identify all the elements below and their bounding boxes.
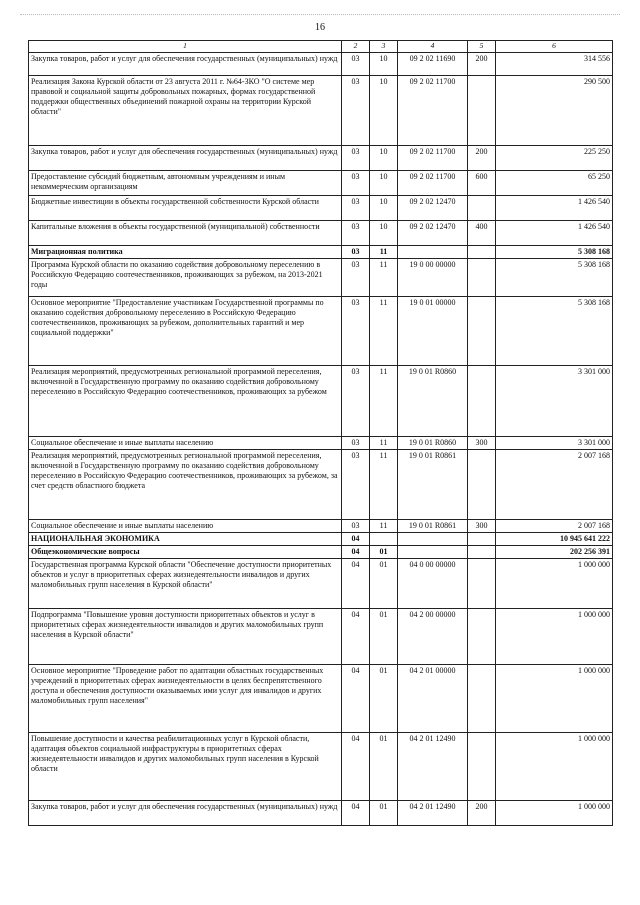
row-name: Общеэкономические вопросы [29,546,342,559]
row-amount: 5 308 168 [496,259,613,297]
table-row [29,520,613,533]
row-name: Реализация мероприятий, предусмотренных региональной программой переселения, включенной в Государственную программу по оказанию содействия добровольному переселению в Российскую Федерацию соотечественников, проживающих за рубежом, за счет средств областного бюджета [29,450,342,520]
row-subsection-code: 11 [370,259,398,297]
row-amount: 1 000 000 [496,801,613,826]
row-target-article: 19 0 00 00000 [398,259,468,297]
row-section-code: 04 [342,609,370,665]
row-expense-type [468,259,496,297]
row-section-code: 03 [342,196,370,221]
row-target-article: 19 0 01 R0860 [398,437,468,450]
row-expense-type [468,533,496,546]
row-amount: 5 308 168 [496,297,613,366]
table-row [29,437,613,450]
row-amount: 65 250 [496,171,613,196]
row-expense-type [468,559,496,609]
row-amount: 1 000 000 [496,559,613,609]
row-target-article: 19 0 01 R0861 [398,450,468,520]
row-subsection-code: 01 [370,733,398,801]
page-number: 16 [315,22,325,33]
table-row [29,559,613,609]
row-amount: 1 426 540 [496,221,613,246]
row-expense-type [468,366,496,437]
row-subsection-code: 01 [370,559,398,609]
row-target-article [398,533,468,546]
row-section-code: 03 [342,259,370,297]
row-subsection-code: 11 [370,297,398,366]
row-name: Капитальные вложения в объекты государственной (муниципальной) собственности [29,221,342,246]
row-target-article: 09 2 02 12470 [398,221,468,246]
table-row [29,171,613,196]
row-target-article: 04 2 01 12490 [398,733,468,801]
row-amount: 1 426 540 [496,196,613,221]
row-subsection-code: 01 [370,665,398,733]
row-amount: 2 007 168 [496,450,613,520]
table-row [29,801,613,826]
table-row [29,259,613,297]
row-expense-type [468,196,496,221]
row-section-code: 04 [342,533,370,546]
row-section-code: 04 [342,559,370,609]
row-target-article: 04 2 00 00000 [398,609,468,665]
row-subsection-code: 10 [370,53,398,76]
row-amount: 1 000 000 [496,733,613,801]
row-name: Государственная программа Курской области "Обеспечение доступности приоритетных объектов и услуг в приоритетных сферах жизнедеятельности инвалидов и других маломобильных групп населения в Курской области" [29,559,342,609]
row-expense-type [468,450,496,520]
header-cell: 5 [468,41,496,53]
row-section-code: 03 [342,437,370,450]
row-amount: 5 308 168 [496,246,613,259]
table-row [29,53,613,76]
row-target-article: 09 2 02 11700 [398,146,468,171]
row-name: Миграционная политика [29,246,342,259]
row-expense-type: 300 [468,437,496,450]
row-subsection-code: 01 [370,801,398,826]
row-subsection-code: 11 [370,450,398,520]
row-section-code: 03 [342,76,370,146]
table-row [29,297,613,366]
row-expense-type: 600 [468,171,496,196]
row-section-code: 03 [342,520,370,533]
header-cell: 3 [370,41,398,53]
row-subsection-code: 11 [370,520,398,533]
row-subsection-code: 10 [370,171,398,196]
row-amount: 202 256 391 [496,546,613,559]
row-target-article: 09 2 02 12470 [398,196,468,221]
row-name: Реализация Закона Курской области от 23 августа 2011 г. №64-ЗКО "О системе мер правовой и социальной защиты добровольных пожарных, формах государственной поддержки общественных объединений пожарной охраны на территории Курской области" [29,76,342,146]
row-name: Основное мероприятие "Проведение работ по адаптации областных государственных учреждений в приоритетных сферах жизнедеятельности в целях беспрепятственного доступа и обеспечения доступности оказываемых ими услуг для инвалидов и других маломобильных групп населения" [29,665,342,733]
row-section-code: 03 [342,366,370,437]
row-expense-type [468,733,496,801]
row-section-code: 04 [342,665,370,733]
table-row [29,609,613,665]
row-subsection-code [370,533,398,546]
row-amount: 314 556 [496,53,613,76]
row-section-code: 04 [342,733,370,801]
row-section-code: 04 [342,801,370,826]
table-row [29,665,613,733]
row-expense-type [468,76,496,146]
row-target-article: 04 0 00 00000 [398,559,468,609]
row-amount: 225 250 [496,146,613,171]
row-expense-type [468,246,496,259]
row-name: НАЦИОНАЛЬНАЯ ЭКОНОМИКА [29,533,342,546]
row-name: Основное мероприятие "Предоставление участникам Государственной программы по оказанию содействия добровольному переселению в Российскую Федерацию соотечественников, проживающих за рубежом, дополнительных гарантий и мер социальной поддержки" [29,297,342,366]
row-section-code: 03 [342,171,370,196]
row-subsection-code: 01 [370,546,398,559]
row-amount: 3 301 000 [496,437,613,450]
row-target-article: 19 0 01 R0861 [398,520,468,533]
row-target-article: 09 2 02 11700 [398,76,468,146]
row-section-code: 03 [342,53,370,76]
row-name: Закупка товаров, работ и услуг для обеспечения государственных (муниципальных) нужд [29,146,342,171]
row-expense-type [468,297,496,366]
row-name: Закупка товаров, работ и услуг для обеспечения государственных (муниципальных) нужд [29,53,342,76]
row-subsection-code: 10 [370,196,398,221]
row-subsection-code: 10 [370,76,398,146]
row-name: Подпрограмма "Повышение уровня доступности приоритетных объектов и услуг в приоритетных сферах жизнедеятельности инвалидов и других маломобильных групп населения в Курской области" [29,609,342,665]
row-target-article: 19 0 01 R0860 [398,366,468,437]
scan-artifact-line [20,14,620,19]
row-section-code: 03 [342,146,370,171]
row-section-code: 04 [342,546,370,559]
table-row [29,533,613,546]
table-row [29,450,613,520]
row-expense-type [468,665,496,733]
row-expense-type [468,546,496,559]
row-target-article [398,246,468,259]
row-target-article [398,546,468,559]
row-subsection-code: 10 [370,146,398,171]
row-name: Закупка товаров, работ и услуг для обеспечения государственных (муниципальных) нужд [29,801,342,826]
row-target-article: 09 2 02 11690 [398,53,468,76]
row-expense-type: 400 [468,221,496,246]
row-name: Бюджетные инвестиции в объекты государственной собственности Курской области [29,196,342,221]
row-name: Предоставление субсидий бюджетным, автономным учреждениям и иным некоммерческим организациям [29,171,342,196]
row-target-article: 19 0 01 00000 [398,297,468,366]
header-cell: 6 [496,41,613,53]
row-amount: 290 500 [496,76,613,146]
row-subsection-code: 11 [370,437,398,450]
row-amount: 1 000 000 [496,609,613,665]
row-amount: 10 945 641 222 [496,533,613,546]
row-target-article: 04 2 01 12490 [398,801,468,826]
table-row [29,546,613,559]
row-target-article: 09 2 02 11700 [398,171,468,196]
row-section-code: 03 [342,246,370,259]
row-amount: 1 000 000 [496,665,613,733]
row-name: Реализация мероприятий, предусмотренных региональной программой переселения, включенной в Государственную программу по оказанию содействия добровольному переселению в Российскую Федерацию соотечественников, проживающих за рубежом [29,366,342,437]
table-row [29,733,613,801]
row-section-code: 03 [342,221,370,246]
budget-table [28,40,613,826]
table-row [29,196,613,221]
table-row [29,146,613,171]
row-subsection-code: 01 [370,609,398,665]
row-target-article: 04 2 01 00000 [398,665,468,733]
row-name: Социальное обеспечение и иные выплаты населению [29,437,342,450]
row-name: Повышение доступности и качества реабилитационных услуг в Курской области, адаптация объектов социальной инфраструктуры в приоритетных сферах жизнедеятельности инвалидов и других маломобильных групп населения в Курской области [29,733,342,801]
row-subsection-code: 11 [370,366,398,437]
header-cell: 4 [398,41,468,53]
row-expense-type: 300 [468,520,496,533]
header-cell: 2 [342,41,370,53]
row-expense-type: 200 [468,146,496,171]
row-section-code: 03 [342,297,370,366]
row-subsection-code: 11 [370,246,398,259]
table-row [29,76,613,146]
header-cell: 1 [29,41,342,53]
row-name: Программа Курской области по оказанию содействия добровольному переселению в Российскую Федерацию соотечественников, проживающих за рубежом, на 2013-2021 годы [29,259,342,297]
row-expense-type [468,609,496,665]
row-expense-type: 200 [468,53,496,76]
row-expense-type: 200 [468,801,496,826]
table-header-row [29,41,613,53]
row-amount: 3 301 000 [496,366,613,437]
table-row [29,366,613,437]
table-row [29,246,613,259]
row-name: Социальное обеспечение и иные выплаты населению [29,520,342,533]
table-row [29,221,613,246]
row-subsection-code: 10 [370,221,398,246]
row-amount: 2 007 168 [496,520,613,533]
row-section-code: 03 [342,450,370,520]
